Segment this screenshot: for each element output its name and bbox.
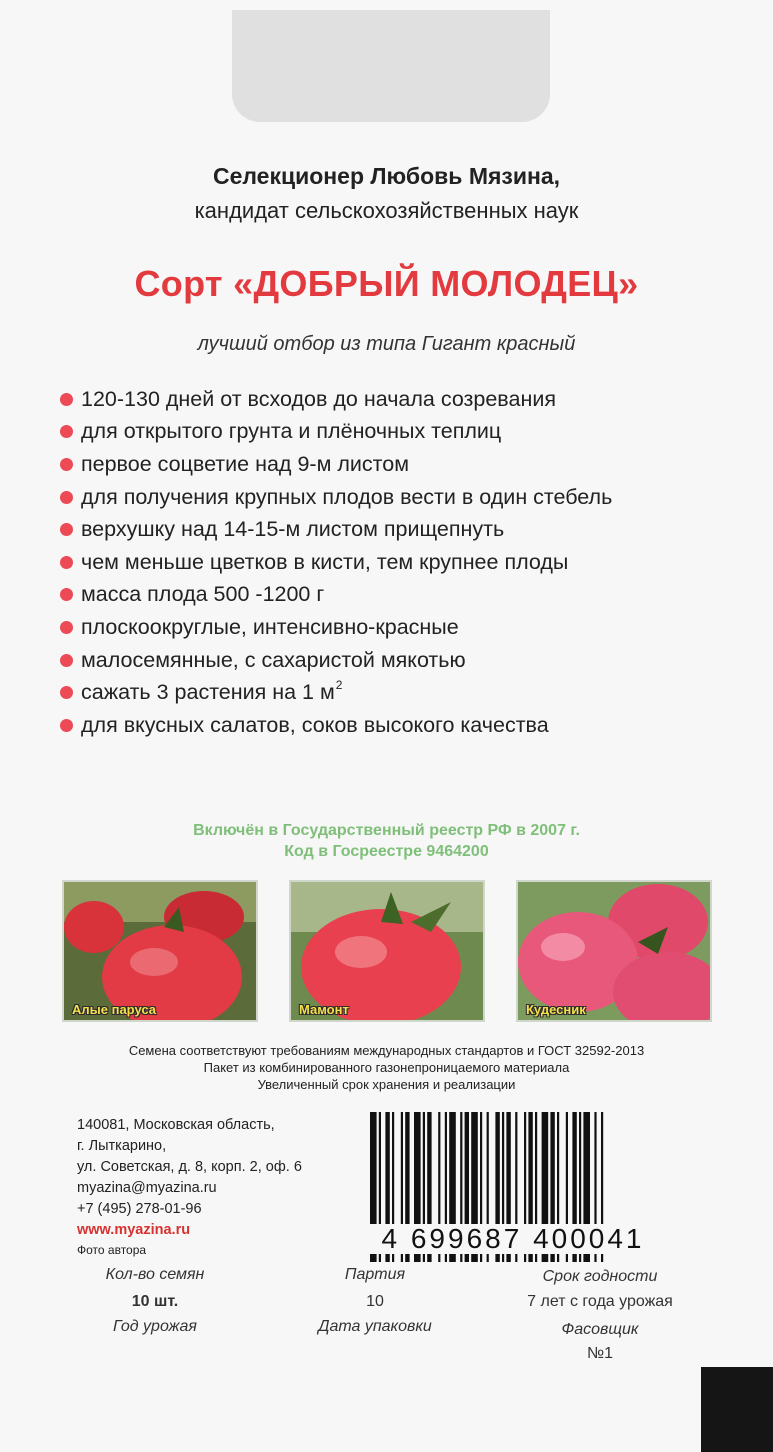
- feature-item: 120-130 дней от всходов до начала созревания: [60, 383, 760, 416]
- bullet-icon: [60, 491, 73, 504]
- feature-item: плоскоокруглые, интенсивно-красные: [60, 611, 760, 644]
- address-line: 140081, Московская область,: [77, 1117, 275, 1133]
- bullet-icon: [60, 458, 73, 471]
- packer-label: Фасовщик: [561, 1321, 639, 1338]
- feature-item: для вкусных салатов, соков высокого качества: [60, 709, 760, 742]
- tomato-photo-icon: [518, 882, 712, 1022]
- registry-code: Код в Госреестре 9464200: [284, 843, 489, 860]
- harvest-year-label: Год урожая: [113, 1318, 197, 1335]
- batch-label: Партия: [344, 1266, 406, 1283]
- barcode-digits: 4 699687 400041: [348, 1224, 678, 1254]
- feature-list: [60, 383, 760, 742]
- address-line: ул. Советская, д. 8, корп. 2, оф. 6: [77, 1159, 302, 1175]
- hang-hole: [232, 10, 550, 122]
- standards-line: Увеличенный срок хранения и реализации: [257, 1077, 516, 1092]
- breeder-degree: кандидат сельскохозяйственных наук: [194, 198, 579, 223]
- standards-line: Семена соответствуют требованиям международных стандартов и ГОСТ 32592-2013: [128, 1043, 645, 1058]
- feature-item: первое соцветие над 9-м листом: [60, 448, 760, 481]
- photo-credit: Фото автора: [77, 1243, 147, 1257]
- photo-alye-parusa: [62, 880, 258, 1022]
- feature-item: сажать 3 растения на 1 м 2: [60, 676, 760, 709]
- seed-count-label: Кол-во семян: [105, 1266, 205, 1283]
- feature-item: верхушку над 14-15-м листом прищепнуть: [60, 513, 760, 546]
- producer-address: [77, 1115, 302, 1259]
- seed-count-value: 10 шт.: [131, 1293, 179, 1310]
- photo-caption: Мамонт: [299, 1002, 349, 1017]
- bullet-icon: [60, 523, 73, 536]
- photo-caption: Кудесник: [526, 1002, 586, 1017]
- shelf-life-value: 7 лет с года урожая: [527, 1293, 673, 1310]
- variety-title: Сорт «ДОБРЫЙ МОЛОДЕЦ»: [134, 263, 639, 304]
- feature-item: малосемянные, с сахаристой мякотью: [60, 644, 760, 677]
- shelf-life-label: Срок годности: [542, 1268, 658, 1285]
- bullet-icon: [60, 393, 73, 406]
- bullet-icon: [60, 425, 73, 438]
- address-line: г. Лыткарино,: [77, 1138, 167, 1154]
- selection-note: лучший отбор из типа Гигант красный: [197, 333, 576, 355]
- registry-line: Включён в Государственный реестр РФ в 2007 г.: [193, 822, 580, 839]
- breeder-name: Селекционер Любовь Мязина,: [212, 163, 561, 189]
- feature-item: масса плода 500 -1200 г: [60, 579, 760, 612]
- bullet-icon: [60, 588, 73, 601]
- feature-item: для открытого грунта и плёночных теплиц: [60, 416, 760, 449]
- standards-line: Пакет из комбинированного газонепроницаемого материала: [203, 1060, 570, 1075]
- packer-value: №1: [586, 1345, 614, 1362]
- superscript: 2: [335, 677, 343, 692]
- email: myazina@myazina.ru: [77, 1180, 217, 1196]
- photo-caption: Алые паруса: [72, 1002, 156, 1017]
- website: www.myazina.ru: [77, 1222, 191, 1238]
- feature-item: для получения крупных плодов вести в один стебель: [60, 481, 760, 514]
- bullet-icon: [60, 719, 73, 732]
- batch-value: 10: [366, 1293, 384, 1310]
- tomato-photo-icon: [291, 882, 485, 1022]
- tomato-photo-icon: [64, 882, 258, 1022]
- photo-kudesnik: [516, 880, 712, 1022]
- phone: +7 (495) 278-01-96: [77, 1201, 202, 1217]
- pack-date-label: Дата упаковки: [318, 1318, 432, 1335]
- photo-mamont: [289, 880, 485, 1022]
- feature-item: чем меньше цветков в кисти, тем крупнее плоды: [60, 546, 760, 579]
- bullet-icon: [60, 686, 73, 699]
- bullet-icon: [60, 621, 73, 634]
- bullet-icon: [60, 654, 73, 667]
- corner-mark: [701, 1367, 773, 1452]
- bullet-icon: [60, 556, 73, 569]
